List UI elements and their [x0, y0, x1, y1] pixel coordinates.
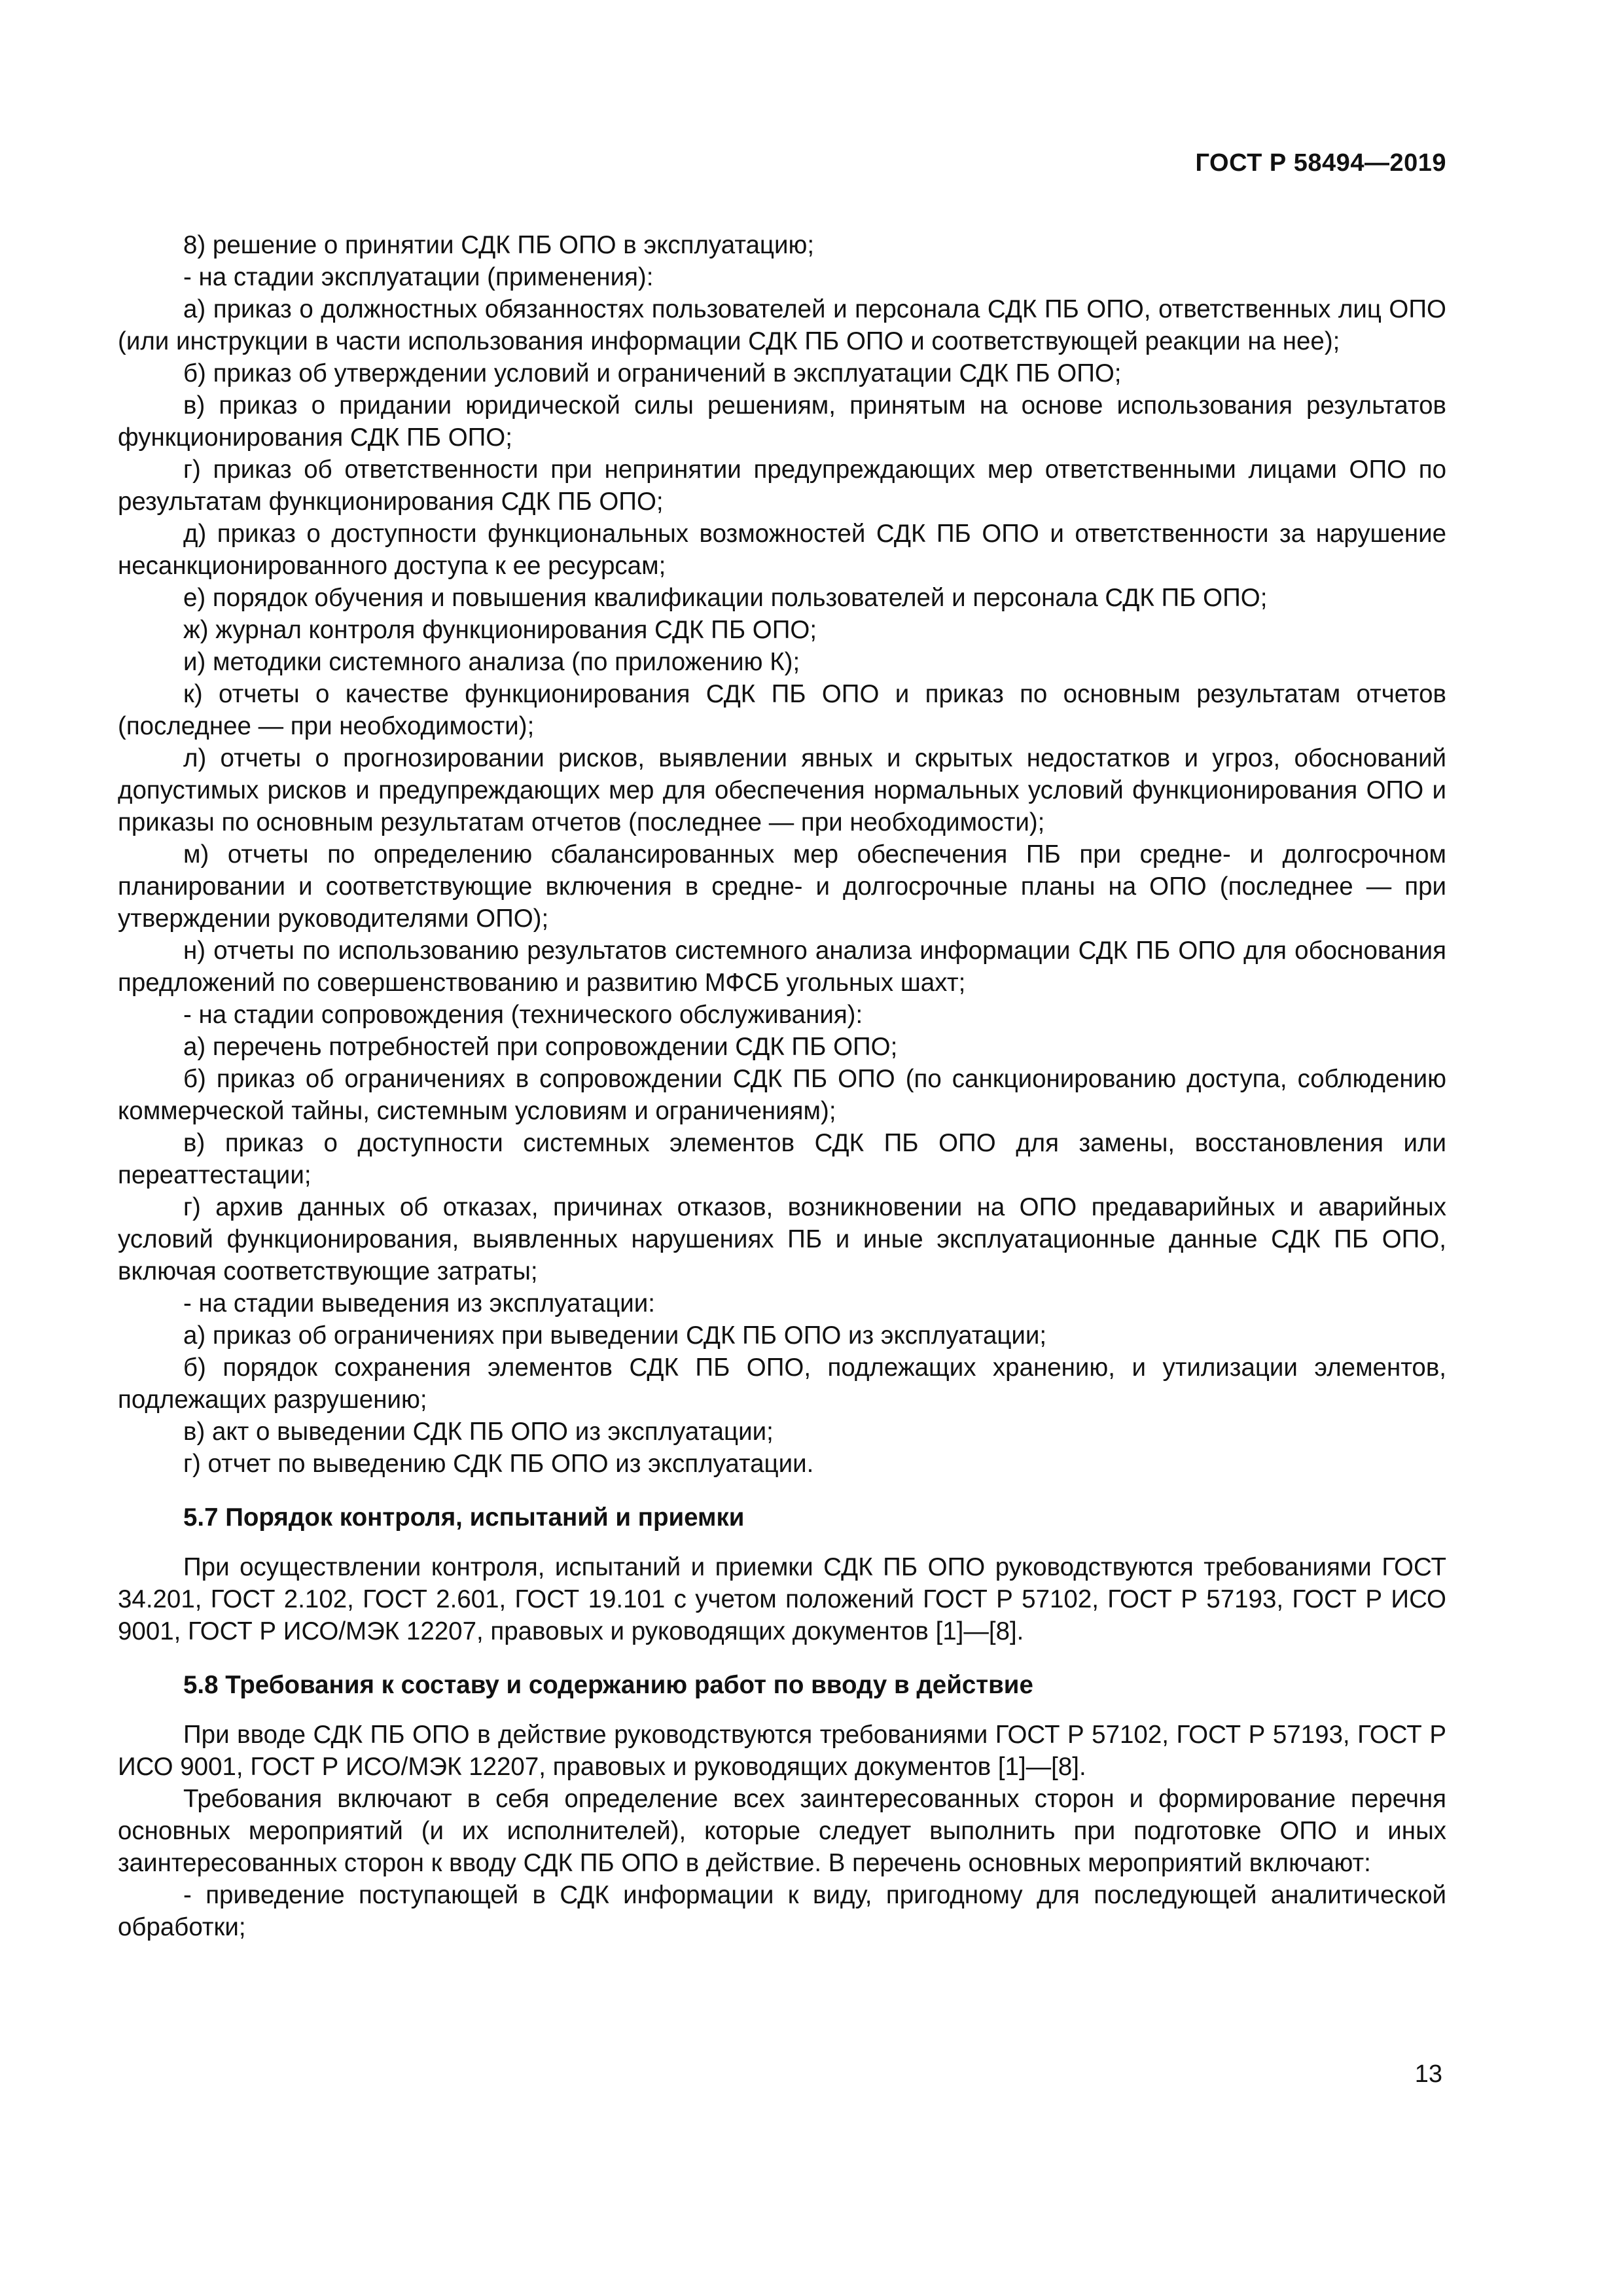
list-item: а) перечень потребностей при сопровождении СДК ПБ ОПО; — [183, 1033, 898, 1061]
list-item: и) методики системного анализа (по приложению К); — [183, 648, 800, 676]
list-item: г) приказ об ответственности при непринятии предупреждающих мер ответственными лицами ОПО по результатам функционирования СДК ПБ ОПО; — [118, 456, 1446, 516]
section-5-8-paragraph: При вводе СДК ПБ ОПО в действие руководствуются требованиями ГОСТ Р 57102, ГОСТ Р 57193, ГОСТ Р ИСО 9001, ГОСТ Р ИСО/МЭК 12207, правовых и руководящих документов [1]—[8]. — [118, 1721, 1446, 1781]
requirements-list — [118, 229, 1446, 1480]
list-item: н) отчеты по использованию результатов системного анализа информации СДК ПБ ОПО для обоснования предложений по совершенствованию и развитию МФСБ угольных шахт; — [118, 937, 1446, 997]
list-item: г) архив данных об отказах, причинах отказов, возникновении на ОПО предаварийных и аварийных условий функционирования, выявленных нарушениях ПБ и иные эксплуатационные данные СДК ПБ ОПО, включая соответствующие затраты; — [118, 1193, 1446, 1285]
section-5-7-heading: 5.7 Порядок контроля, испытаний и приемки — [183, 1503, 745, 1532]
list-item: б) приказ об утверждении условий и ограничений в эксплуатации СДК ПБ ОПО; — [183, 359, 1122, 387]
list-item: л) отчеты о прогнозировании рисков, выявлении явных и скрытых недостатков и угроз, обоснований допустимых рисков и предупреждающих мер для обеспечения нормальных условий функционирования ОПО и приказы по основным результатам отчетов (последнее — при необходимости); — [118, 744, 1446, 836]
list-item: б) порядок сохранения элементов СДК ПБ ОПО, подлежащих хранению, и утилизации элементов, подлежащих разрушению; — [118, 1354, 1446, 1414]
standard-designation: ГОСТ Р 58494—2019 — [1195, 149, 1446, 177]
stage-item: - на стадии выведения из эксплуатации: — [183, 1289, 655, 1318]
section-5-8-list-item: - приведение поступающей в СДК информации к виду, пригодному для последующей аналитической обработки; — [118, 1881, 1446, 1941]
page-number: 13 — [1414, 2060, 1442, 2088]
list-item: а) приказ о должностных обязанностях пользователей и персонала СДК ПБ ОПО, ответственных лиц ОПО (или инструкции в части использования информации СДК ПБ ОПО и соответствующей реакции на нее); — [118, 295, 1446, 355]
stage-item: - на стадии сопровождения (технического обслуживания): — [183, 1001, 863, 1029]
list-item: к) отчеты о качестве функционирования СДК ПБ ОПО и приказ по основным результатам отчетов (последнее — при необходимости); — [118, 680, 1446, 740]
list-item: б) приказ об ограничениях в сопровождении СДК ПБ ОПО (по санкционированию доступа, соблюдению коммерческой тайны, системным условиям и ограничениям); — [118, 1065, 1446, 1125]
list-item: м) отчеты по определению сбалансированных мер обеспечения ПБ при средне- и долгосрочном планировании и соответствующие включения в средне- и долгосрочные планы на ОПО (последнее — при утверждении руководителями ОПО); — [118, 840, 1446, 933]
section-5-8-heading: 5.8 Требования к составу и содержанию работ по вводу в действие — [183, 1671, 1033, 1699]
list-item: в) акт о выведении СДК ПБ ОПО из эксплуатации; — [183, 1418, 774, 1446]
list-item: 8) решение о принятии СДК ПБ ОПО в эксплуатацию; — [183, 231, 815, 259]
list-item: а) приказ об ограничениях при выведении СДК ПБ ОПО из эксплуатации; — [183, 1321, 1047, 1350]
page-body — [118, 229, 1446, 1943]
list-item: г) отчет по выведению СДК ПБ ОПО из эксплуатации. — [183, 1450, 814, 1478]
section-5-8-paragraph: Требования включают в себя определение всех заинтересованных сторон и формирование перечня основных мероприятий (и их исполнителей), которые следует выполнить при подготовке ОПО и иных заинтересованных сторон к вводу СДК ПБ ОПО в действие. В перечень основных мероприятий включают: — [118, 1785, 1446, 1877]
stage-item: - на стадии эксплуатации (применения): — [183, 263, 654, 291]
list-item: е) порядок обучения и повышения квалификации пользователей и персонала СДК ПБ ОПО; — [183, 584, 1268, 612]
list-item: в) приказ о придании юридической силы решениям, принятым на основе использования результатов функционирования СДК ПБ ОПО; — [118, 391, 1446, 452]
list-item: ж) журнал контроля функционирования СДК ПБ ОПО; — [183, 616, 817, 644]
list-item: д) приказ о доступности функциональных возможностей СДК ПБ ОПО и ответственности за нарушение несанкционированного доступа к ее ресурсам; — [118, 520, 1446, 580]
list-item: в) приказ о доступности системных элементов СДК ПБ ОПО для замены, восстановления или переаттестации; — [118, 1129, 1446, 1189]
section-5-7-paragraph: При осуществлении контроля, испытаний и приемки СДК ПБ ОПО руководствуются требованиями ГОСТ 34.201, ГОСТ 2.102, ГОСТ 2.601, ГОСТ 19.101 с учетом положений ГОСТ Р 57102, ГОСТ Р 57193, ГОСТ Р ИСО 9001, ГОСТ Р ИСО/МЭК 12207, правовых и руководящих документов [1]—[8]. — [118, 1553, 1446, 1645]
